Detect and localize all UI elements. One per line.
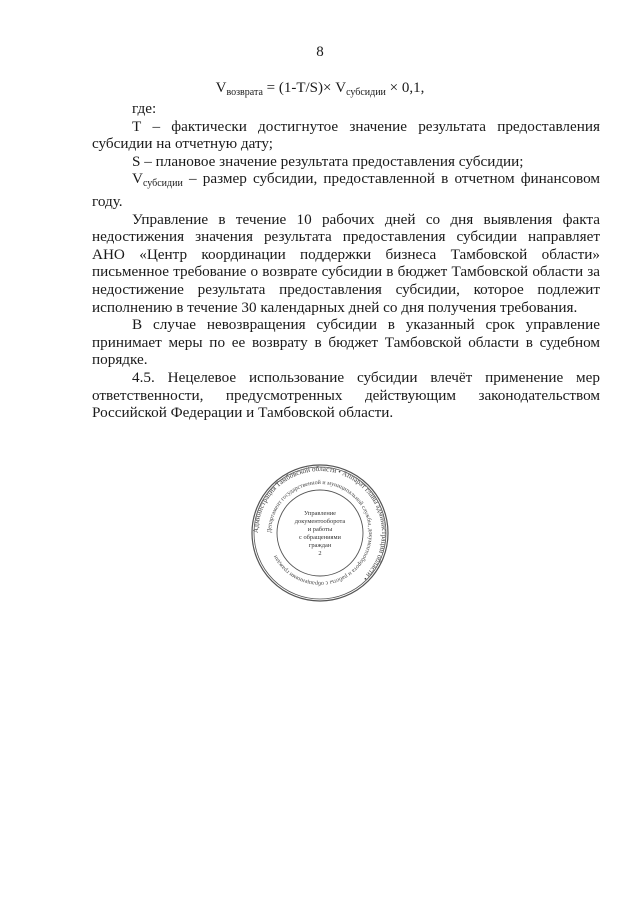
- definition-t: Т – фактически достигнутое значение результата предоставления субсидии на отчетную дату;: [92, 117, 600, 153]
- stamp-center-line-5: граждан: [308, 542, 332, 549]
- formula-middle: = (1-T/S)× V: [262, 80, 347, 96]
- formula: [0, 80, 640, 98]
- definition-v: [92, 170, 600, 210]
- definition-s-text: S – плановое значение результата предоставления субсидии;: [132, 152, 524, 170]
- stamp-outer-text: Администрация Тамбовской области • Аппарат главы администрации области •: [251, 464, 389, 583]
- formula-v2-sub: субсидии: [346, 87, 386, 98]
- page-number: 8: [316, 44, 324, 60]
- paragraph-notification: Управление в течение 10 рабочих дней со дня выявления факта недостижения значения результата предоставления субсидии направляет АНО «Центр координации поддержки бизнеса Тамбовской области» письменное требование о возврате субсидии в бюджет Тамбовской области за недостижение результата предоставления субсидии, которое подлежит исполнению в течение 30 календарных дней со дня получения требования.: [92, 210, 600, 316]
- stamp-middle-ring: [277, 490, 363, 576]
- official-stamp: [250, 463, 390, 603]
- paragraph-court: В случае невозвращения субсидии в указанный срок управление принимает меры по ее возврату в бюджет Тамбовской области в судебном порядке.: [92, 316, 600, 369]
- document-body: [92, 100, 600, 422]
- definition-v-sub: субсидии: [142, 178, 183, 190]
- stamp-center-line-3: и работы: [307, 526, 333, 533]
- formula-end: × 0,1,: [385, 80, 425, 96]
- stamp-inner-text: Департамент государственной и муниципальной службы, документооборота и работы с обращениями граждан: [266, 479, 374, 587]
- formula-v-sub: возврата: [226, 87, 263, 98]
- formula-v: V: [215, 80, 227, 96]
- definition-where: где:: [132, 100, 157, 117]
- definition-s: [92, 153, 600, 171]
- stamp-center-line-2: документооборота: [294, 518, 346, 525]
- definition-v-letter: V: [132, 170, 143, 188]
- stamp-center-line-6: 2: [318, 550, 322, 557]
- paragraph-4-5: 4.5. Нецелевое использование субсидии влечёт применение мер ответственности, предусмотренных действующим законодательством Российской Федерации и Тамбовской области.: [92, 368, 600, 422]
- definition-v-text: – размер субсидии, предоставленной в отчетном финансовом году.: [92, 170, 600, 210]
- stamp-center-line-4: с обращениями: [299, 534, 341, 541]
- stamp-center-line-1: Управление: [303, 510, 337, 517]
